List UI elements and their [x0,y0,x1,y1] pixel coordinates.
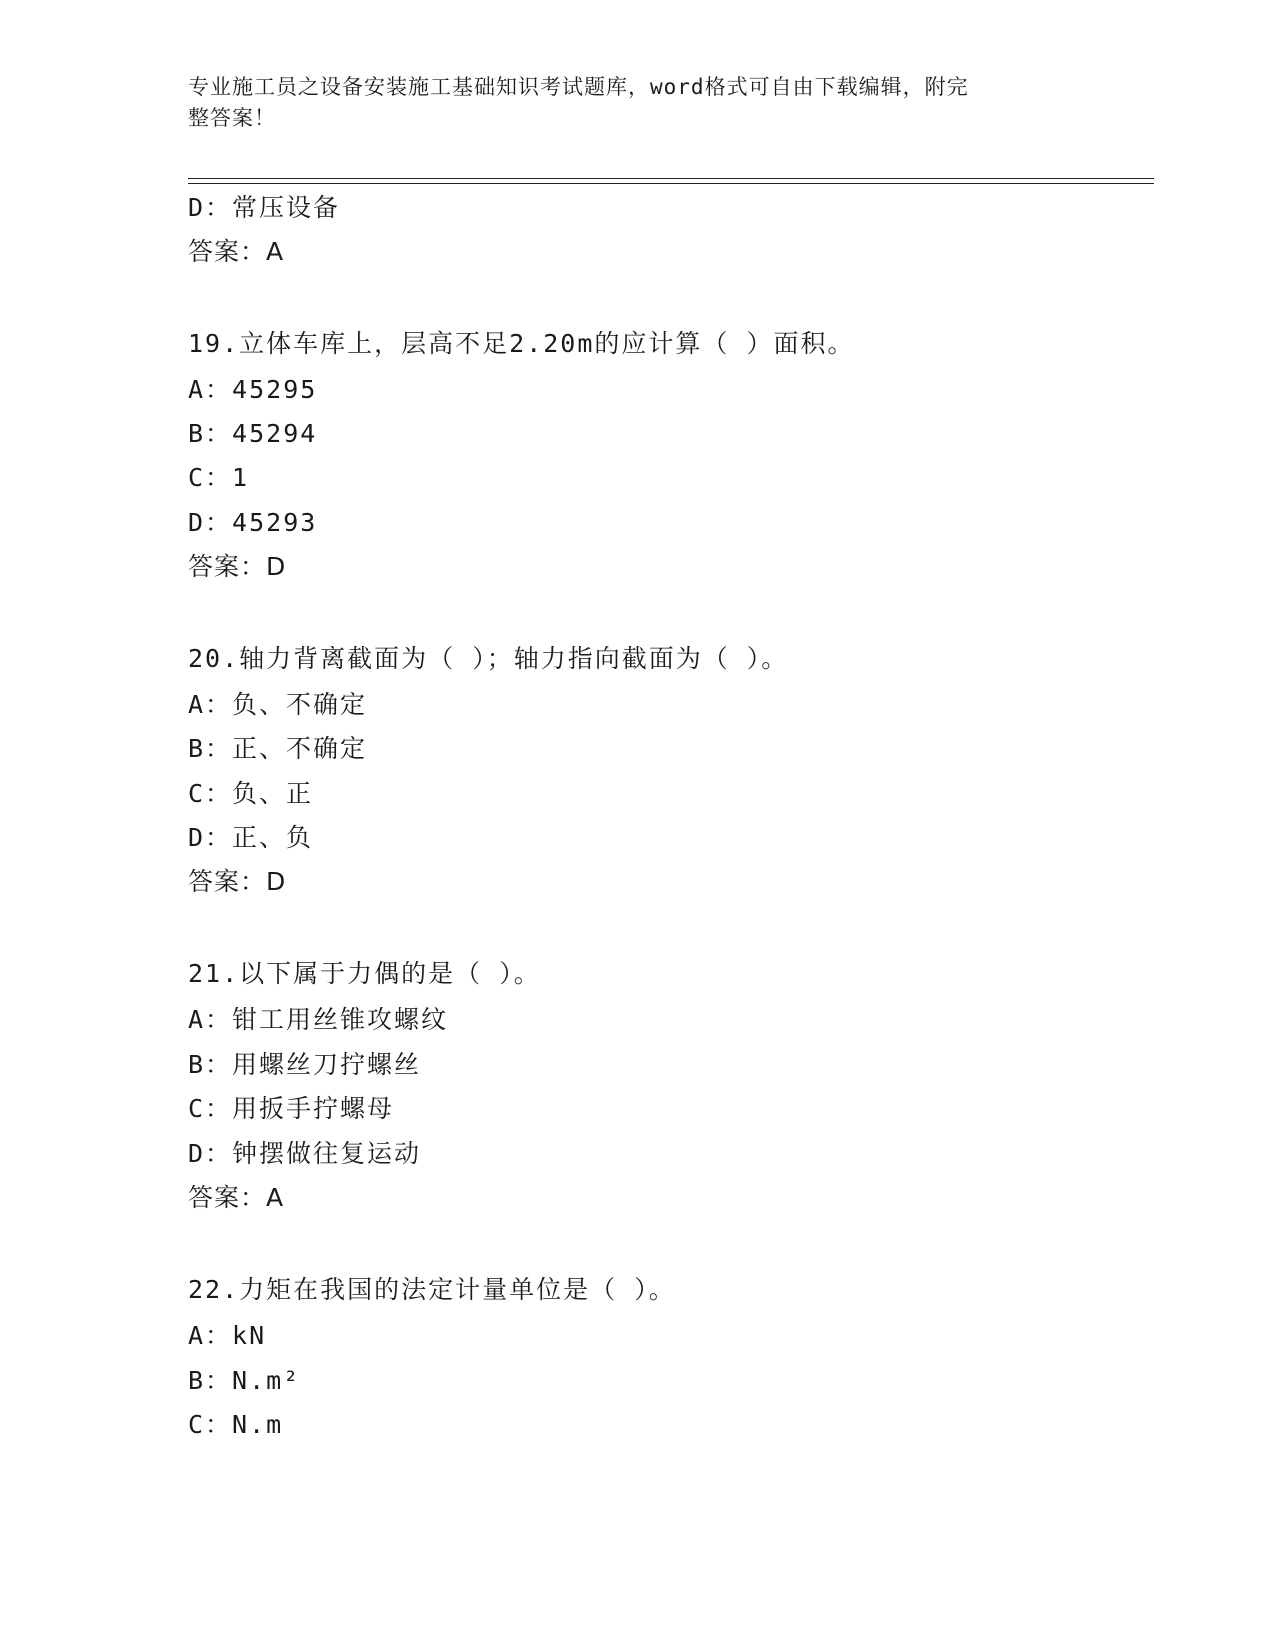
q20-option-c: C：负、正 [188,779,314,808]
q18-option-d: D：常压设备 [188,193,341,222]
header-title-line1: 专业施工员之设备安装施工基础知识考试题库，word格式可自由下载编辑，附完 [188,75,969,99]
q20-option-a: A：负、不确定 [188,690,368,719]
q22-option-a: A：kN [188,1321,267,1350]
q20-option-b: B：正、不确定 [188,734,368,763]
q22-question: 22.力矩在我国的法定计量单位是（ ）。 [188,1275,676,1304]
q21-option-b: B：用螺丝刀拧螺丝 [188,1050,422,1079]
q20-option-d: D：正、负 [188,823,314,852]
header-title-line2: 整答案！ [188,106,276,130]
q18-answer: 答案：A [188,237,285,266]
document-header [188,72,1068,134]
q22-option-c: C：N.m [188,1410,284,1439]
q19-question: 19.立体车库上，层高不足2.20m的应计算（ ）面积。 [188,329,855,358]
header-divider-top [188,178,1154,179]
q21-option-d: D：钟摆做往复运动 [188,1139,422,1168]
q21-option-a: A：钳工用丝锥攻螺纹 [188,1005,449,1034]
q22-option-b: B：N.m² [188,1366,301,1395]
q21-question: 21.以下属于力偶的是（ ）。 [188,959,541,988]
q21-option-c: C：用扳手拧螺母 [188,1094,395,1123]
q19-option-d: D：45293 [188,508,318,537]
q19-answer: 答案：D [188,552,287,581]
q21-answer: 答案：A [188,1183,285,1212]
q19-option-a: A：45295 [188,375,318,404]
q20-question: 20.轴力背离截面为（ ）；轴力指向截面为（ ）。 [188,644,789,673]
q19-option-c: C：1 [188,463,250,492]
q20-answer: 答案：D [188,867,287,896]
q19-option-b: B：45294 [188,419,318,448]
header-divider-bottom [188,183,1154,184]
